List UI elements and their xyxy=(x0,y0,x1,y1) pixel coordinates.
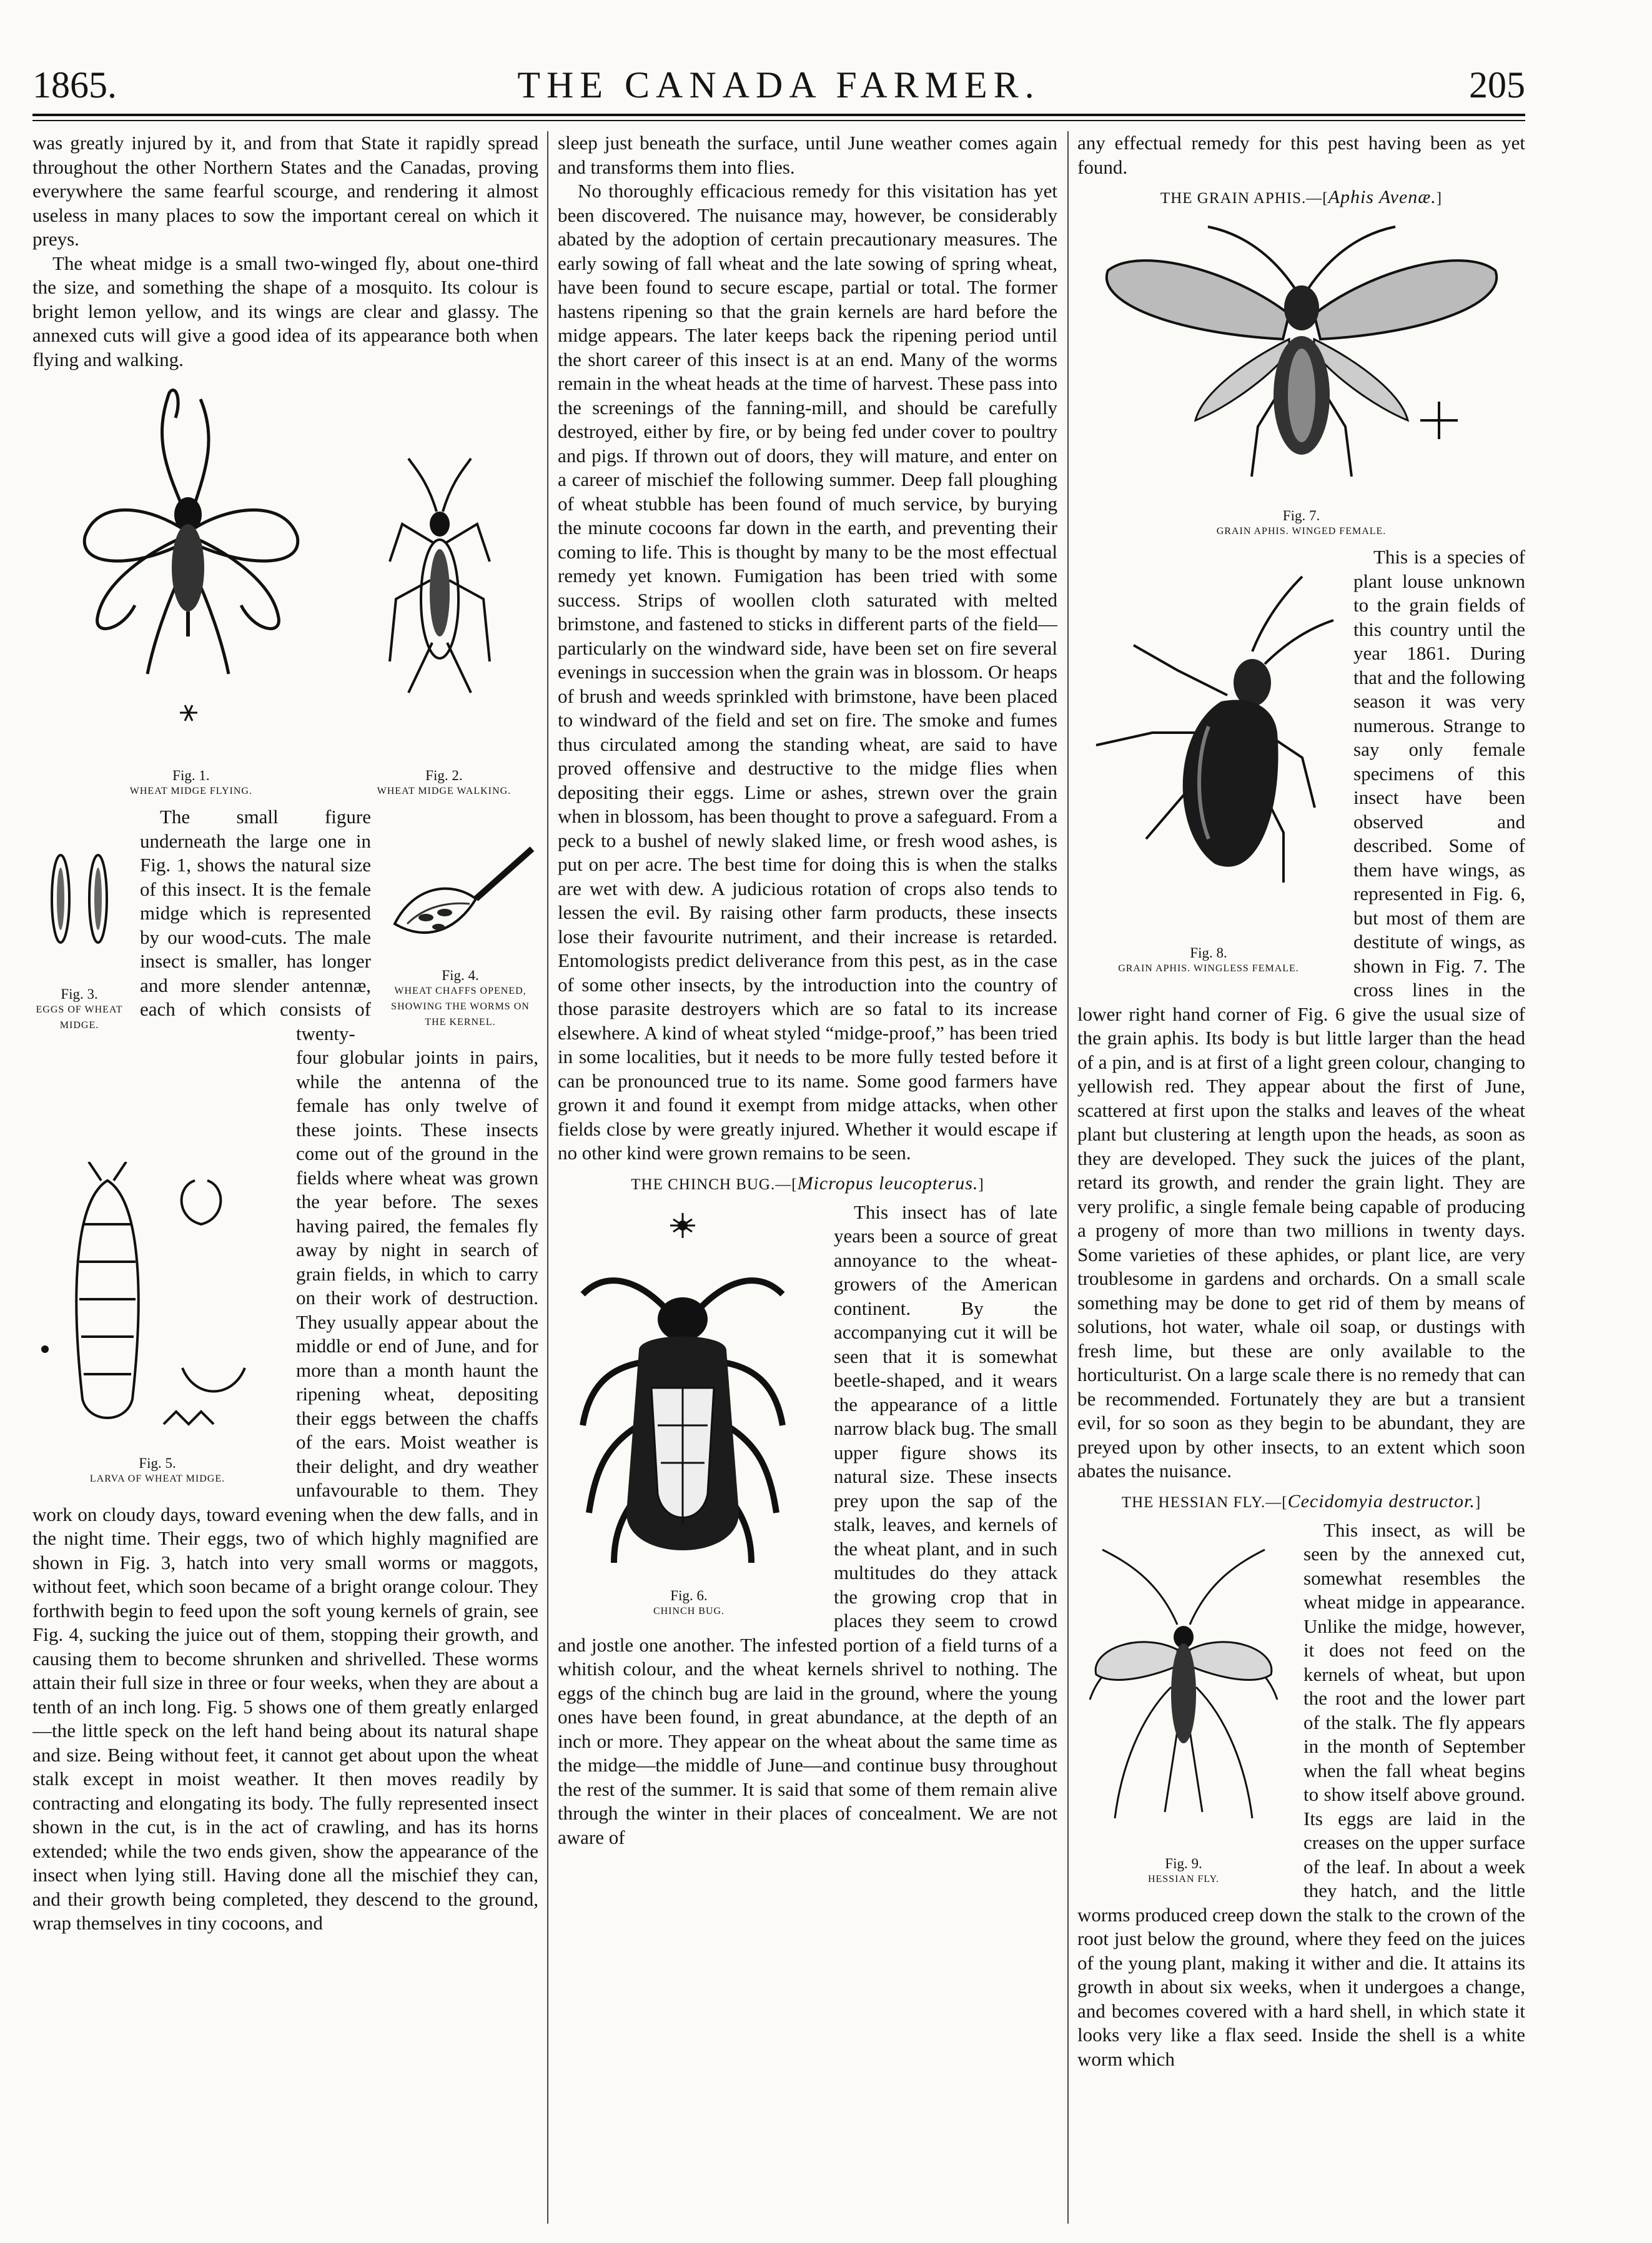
figure-row-midge xyxy=(32,380,538,799)
paragraph: sleep just beneath the surface, until June weather comes again and transforms them into flies. xyxy=(558,132,1057,178)
figure-3 xyxy=(32,830,126,1033)
wingless-aphis-icon xyxy=(1077,570,1340,945)
midge-flying-icon xyxy=(60,380,322,768)
figure-title: LARVA OF WHEAT MIDGE. xyxy=(89,1473,225,1484)
column-1 xyxy=(32,131,538,2230)
header-rule-thin xyxy=(32,120,1525,121)
wheat-chaff-icon xyxy=(382,830,538,968)
figure-title: HESSIAN FLY. xyxy=(1147,1873,1220,1884)
figure-9 xyxy=(1077,1543,1290,1887)
issue-year: 1865. xyxy=(32,64,117,106)
figure-7 xyxy=(1077,214,1525,539)
figure-caption xyxy=(558,1588,820,1619)
midge-walking-icon xyxy=(377,455,502,768)
figure-label: Fig. 5. xyxy=(139,1455,176,1471)
figure-label: Fig. 8. xyxy=(1190,945,1227,961)
paragraph: The wheat midge is a small two-winged fly, about one-third the size, and something the shape of a mosquito. Its colour is bright lemon yellow, and its wings are clear and glassy. The annexed cuts will give a good idea of its appearance both when flying and walking. xyxy=(32,252,538,370)
figure-6 xyxy=(558,1201,820,1619)
newspaper-title: THE CANADA FARMER. xyxy=(517,64,1041,106)
midge-larva-icon xyxy=(32,1162,282,1455)
column-divider-1 xyxy=(547,131,548,2224)
figure-2 xyxy=(377,455,512,799)
paragraph: This is a species of plant louse unknown to the grain fields of this country until the year 1861. During that and the following season it was very numerous. Strange to say only female specimens of this insect have been observed and described. Some of them have wings, as represented in Fig. 6, but most of them are destitute of wings, as shown in Fig. 7. The cross lines in the lower right hand corner of Fig. 6 give the usual size of the grain aphis. Its body is but little larger than the head of a pin, and is at first of a light green colour, changing to yellowish red. They appear about the first of June, scattered at first upon the stalks and leaves of the wheat plant but clustering at length upon the heads, as soon as they are developed. They suck the juices of the plant, retard its growth, and render the grain light. They are very prolific, a single female being capable of producing a progeny of more than two millions in twenty days. Some varieties of these aphides, or plant lice, are very troublesome in gardens and orchards. On a small scale something may be done to get rid of them by means of solutions, hot water, whale oil soap, or dustings with fresh lime, but these are only available to the horticulturist. On a large scale there is no remedy that can be recommended. Fortunately they are but a transient evil, for so soon as they begin to be abundant, they are preyed upon by other insects, to an extent which soon abates the nuisance. xyxy=(1077,546,1525,1482)
latin-name: Cecidomyia destructor. xyxy=(1287,1490,1475,1512)
figure-caption xyxy=(60,768,322,799)
paragraph: The small figure underneath the large one in Fig. 1, shows the natural size of this insect. It is the female midge which is represented by our wood-cuts. The male insect is smaller, has longer and more slender antennæ, each of which consists of twenty-four globular joints in pairs, while the antenna of the female has only twelve of these joints. These insects come out of the ground in the fields where wheat was grown the year before. The sexes having paired, the females fly away by night in search of grain fields, in which to carry on their work of destruction. They usually appear about the middle or end of June, and for more than a month haunt the ripening wheat, depositing their eggs between the chaffs of the ears. Moist weather is their delight, and dry weather unfavourable to them. They work on cloudy days, toward evening when the dew falls, and in the night time. Their eggs, two of which highly magnified are shown in Fig. 3, hatch into very small worms or maggots, without feet, which soon became of a bright orange colour. They forthwith begin to feed upon the soft young kernels of grain, see Fig. 4, sucking the juice out of them, stopping their growth, and causing them to become shrunken and shrivelled. These worms attain their full size in three or four weeks, when they are about a tenth of an inch long. Fig. 5 shows one of them greatly enlarged—the little speck on the left hand being about its natural shape and size. Being without feet, it cannot get about upon the wheat stalk except in moist weather. It then moves readily by contracting and elongating its body. The fully represented insect shown in the cut, is in the act of crawling, and has its horns extended; while the two ends given, show the appearance of the insect when lying still. Having done all the mischief they can, and their growth being completed, they descend to the ground, wrap themselves in tiny cocoons, and xyxy=(32,806,538,1934)
latin-name: Aphis Avenæ. xyxy=(1328,187,1437,207)
figure-label: Fig. 4. xyxy=(442,968,479,983)
figure-caption xyxy=(32,1455,282,1487)
figure-4 xyxy=(382,830,538,1030)
paragraph: This insect, as will be seen by the annexed cut, somewhat resembles the wheat midge in appearance. Unlike the midge, however, it does not feed on the kernels of wheat, but upon the root and the lower part of the stalk. The fly appears in the month of September when the fall wheat begins to show itself above ground. Its eggs are laid in the creases on the upper surface of the leaf. In about a week they hatch, and the little worms produced creep down the stalk to the crown of the root just below the ground, where they feed on the juices of the young plant, making it wither and die. It attains its growth in about six weeks, when it undergoes a change, and becomes covered with a hard shell, in which state it looks very like a flax seed. Inside the shell is a white worm which xyxy=(1077,1518,1525,2070)
section-heading-chinch-bug: THE CHINCH BUG.—[Micropus leucopterus.] xyxy=(631,1172,984,1194)
figure-caption xyxy=(1077,1856,1290,1887)
paragraph: was greatly injured by it, and from that State it rapidly spread throughout the other Northern States and the Canadas, proving everywhere the same fearful scourge, and rendering it almost useless in many places to sow the important cereal on which it preys. xyxy=(32,132,538,250)
figure-title: WHEAT CHAFFS OPENED, SHOWING THE WORMS ON THE KERNEL. xyxy=(391,986,530,1027)
figure-5 xyxy=(32,1162,282,1487)
figure-title: GRAIN APHIS. WINGLESS FEMALE. xyxy=(1118,963,1299,974)
column-divider-2 xyxy=(1067,131,1069,2224)
figure-caption xyxy=(1077,508,1525,539)
hessian-fly-icon xyxy=(1077,1543,1290,1856)
chinch-bug-icon xyxy=(558,1201,820,1588)
figure-title: GRAIN APHIS. WINGED FEMALE. xyxy=(1216,526,1387,537)
section-heading-grain-aphis: THE GRAIN APHIS.—[Aphis Avenæ.] xyxy=(1160,187,1443,207)
figure-title: EGGS OF WHEAT MIDGE. xyxy=(36,1004,123,1031)
header-rule xyxy=(32,114,1525,116)
latin-name: Micropus leucopterus. xyxy=(797,1172,979,1194)
paragraph: This insect has of late years been a source of great annoyance to the wheat-growers of the American continent. By the accompanying cut it will be seen that it is somewhat beetle-shaped, and it wears the appearance of a little narrow black bug. The small upper figure shows its natural size. These insects prey upon the sap of the stalk, leaves, and kernels of the wheat plant, and in such multitudes do they attack the growing crop that in places they seem to crowd and jostle one another. The infested portion of a field turns of a whitish colour, and the wheat kernels shrivel to nothing. The eggs of the chinch bug are laid in the ground, where the young ones have been found, in great abundance, at the depth of an inch or more. They appear on the wheat about the same time as the midge—the middle of June—and continue busy throughout the rest of the summer. It is said that some of them remain alive through the winter in their places of concealment. We are not aware of xyxy=(558,1201,1057,1848)
page-number: 205 xyxy=(1469,64,1525,106)
figure-title: CHINCH BUG. xyxy=(653,1605,725,1617)
figure-label: Fig. 3. xyxy=(61,986,98,1002)
column-3 xyxy=(1077,131,1525,2230)
figure-caption xyxy=(1077,945,1340,976)
midge-eggs-icon xyxy=(32,830,126,986)
figure-label: Fig. 6. xyxy=(670,1587,708,1603)
figure-label: Fig. 7. xyxy=(1282,508,1320,523)
section-heading-hessian-fly: THE HESSIAN FLY.—[Cecidomyia destructor.] xyxy=(1121,1490,1481,1512)
figure-caption xyxy=(377,768,512,799)
figure-label: Fig. 9. xyxy=(1165,1855,1202,1871)
figure-title: WHEAT MIDGE WALKING. xyxy=(377,786,512,796)
winged-aphis-icon xyxy=(1083,214,1520,508)
figure-caption xyxy=(32,986,126,1033)
figure-8 xyxy=(1077,570,1340,976)
figure-1 xyxy=(60,380,322,799)
paragraph: No thoroughly efficacious remedy for this visitation has yet been discovered. The nuisance may, however, be considerably abated by the adoption of certain precautionary measures. The early sowing of fall wheat and the late sowing of spring wheat, have been found to secure escape, partial or total. The former hastens ripening so that the grain kernels are hard before the midge appears. The later keeps back the ripening period until the short career of this insect is at an end. Many of the worms remain in the wheat heads at the time of harvest. These pass into the screenings of the fanning-mill, and should be carefully destroyed, either by fire, or by being fed under cover to poultry and pigs. If thrown out of doors, they will mature, and enter on a career of mischief the following summer. Deep fall ploughing of wheat stubble has been found of much service, by burying the minute cocoons far down in the earth, and preventing their coming to life. This is thought by many to be the most effectual remedy yet known. Fumigation has been tried with some success. Strips of woollen cloth saturated with melted brimstone, and fastened to sticks in different parts of the field—particularly on the windward side, have been set on fire several evenings in succession when the grain was in blossom. Or heaps of brush and weeds sprinkled with brimstone, have been placed to windward of the field and set on fire. The smoke and fumes thus circulated among the standing wheat, are said to have proved offensive and destructive to the midge flies when depositing their eggs. Lime or ashes, strewn over the grain when in blossom, has been thought to prove a safeguard. From a peck to a bushel of newly slaked lime, or fresh wood ashes, is put on per acre. The best time for doing this is when the stalks are wet with dew. A judicious rotation of crops also tends to lessen the evil. By raising other farm products, these insects lose their favourite nutriment, and their increase is retarded. Entomologists predict deliverance from this pest, as in the case of some other insects, by the introduction into the country of those parasite destroyers which are so fatal to its increase elsewhere. A kind of wheat styled “midge-proof,” has been tried in some localities, but it needs to be more fully tested before it can be pronounced true to its name. Some good farmers have grown it and found it exempt from midge attacks, when other fields close by were greatly injured. Whether it would escape if no other kind were grown remains to be seen. xyxy=(558,180,1057,1164)
masthead xyxy=(32,60,1525,110)
column-2 xyxy=(558,131,1057,2230)
figure-title: WHEAT MIDGE FLYING. xyxy=(129,786,252,796)
figure-label: Fig. 1. xyxy=(172,768,210,783)
paragraph: any effectual remedy for this pest having been as yet found. xyxy=(1077,132,1525,178)
figure-caption xyxy=(382,968,538,1030)
figure-label: Fig. 2. xyxy=(425,768,463,783)
